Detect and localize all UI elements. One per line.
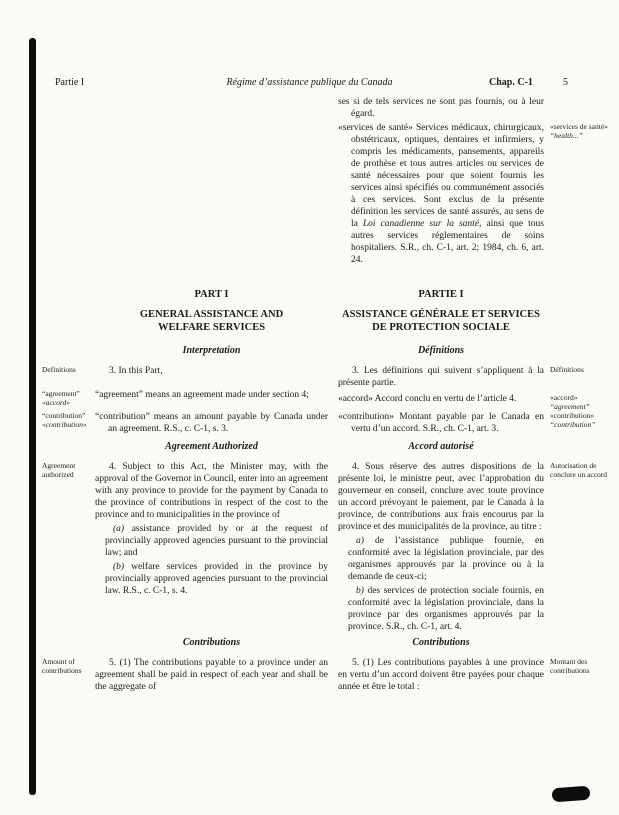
french-column-top xyxy=(338,96,544,268)
definition-agreement-text: “agreement” means an agreement made under section 4; xyxy=(95,390,309,400)
margin-note-definitions-en: Definitions xyxy=(42,365,76,374)
definition-contribution-fr xyxy=(338,411,544,437)
running-head-chapter: Chap. C-1 xyxy=(489,77,533,88)
margin-note-definitions-fr: Définitions xyxy=(550,365,584,374)
part-number-fr: PARTIE I xyxy=(418,289,464,300)
page-body xyxy=(42,96,608,693)
margin-alt-agreement: “agreement” xyxy=(550,402,590,411)
section-4-item-a-en xyxy=(105,523,328,559)
act-title-italic: Loi canadienne sur la santé xyxy=(362,219,480,229)
part-title-fr: ASSISTANCE GÉNÉRALE ET SERVICES DE PROTECTION SOCIALE xyxy=(342,309,540,333)
french-part-heading-block xyxy=(338,289,544,357)
french-continuation-paragraph: ses si de tels services ne sont pas fournis, ou à leur égard. xyxy=(338,97,544,119)
item-a-text-en: assistance provided by or at the request of provincially approved agencies pursuant to the provincial law; and xyxy=(105,524,328,558)
definition-contribution-text-en: “contribution” means an amount payable by Canada under an agreement. R.S., c. C-1, s. 3. xyxy=(95,412,328,434)
section-3-text-fr: 3. Les définitions qui suivent s’appliquent à la présente partie. xyxy=(338,366,544,388)
section-5-fr xyxy=(338,657,544,693)
margin-note-accord xyxy=(550,389,612,411)
margin-note-translation: “health...” xyxy=(550,131,583,140)
english-part-heading-block xyxy=(95,289,328,357)
definition-accord-fr xyxy=(338,389,544,407)
section-5-heading-fr-block xyxy=(338,637,544,649)
item-b-label-en: (b) xyxy=(113,562,125,572)
page-header xyxy=(0,76,619,90)
page-number: 5 xyxy=(563,77,568,88)
section-5-body-fr: 5. (1) Les contributions payables à une province en vertu d’un accord doivent être payées pour chaque année et être le total : xyxy=(338,658,544,692)
definition-contribution-text-fr: «contribution» Montant payable par le Canada en vertu d’un accord. S.R., ch. C-1, art. 3. xyxy=(338,412,544,434)
running-head-part: Partie I xyxy=(55,77,85,88)
margin-note-term: «services de santé» xyxy=(550,122,608,131)
margin-alt-contribution-en: «contribution» xyxy=(42,420,87,429)
row-section-4-headings xyxy=(42,441,608,453)
accord-autorise-heading: Accord autorisé xyxy=(408,441,474,452)
scan-artifact-left-bar xyxy=(29,38,36,795)
row-definition-agreement xyxy=(42,389,608,411)
health-definition-lead: «services de santé» Services médicaux, chirurgicaux, obstétricaux, optiques, dentaires et infirmiers, y compris les médicaments, pansements, appareils de prothèse et tous autres articles ou services de santé nécessaires pour que soient fournis les services ainsi spécifiés ou communément associés à ces services. Sont exclus de la présente définition les services de santé assurés, au sens de la xyxy=(338,123,544,229)
scan-artifact-bottom-right xyxy=(552,786,591,803)
section-4-fr xyxy=(338,461,544,633)
margin-alt-accord: «accord» xyxy=(42,398,71,407)
section-5-heading-en-block xyxy=(95,637,328,649)
item-b-text-fr: des services de protection sociale fournis, en conformité avec la législation provinciale, dans la province par des organismes approuvés par la province. S.R., ch. C-1, art. 4. xyxy=(348,586,544,632)
agreement-authorized-heading: Agreement Authorized xyxy=(165,441,258,452)
health-definition-tail: , ainsi que tous autres services réglementaires de soins hospitaliers. S.R., ch. C-1, art. 2; 1984, ch. 6, art. 24. xyxy=(351,219,544,265)
part-title-en: GENERAL ASSISTANCE AND WELFARE SERVICES xyxy=(139,309,284,333)
part-number-en: PART I xyxy=(194,289,229,300)
margin-note-agreement-authorized: Agreement authorized xyxy=(42,461,76,479)
margin-note-autorisation: Autorisation de conclure un accord xyxy=(550,461,608,479)
margin-note-contribution-en xyxy=(42,411,92,429)
row-definition-contribution xyxy=(42,411,608,437)
row-section-4 xyxy=(42,461,608,633)
section-4-heading-fr-block xyxy=(338,441,544,453)
item-b-text-en: welfare services provided in the province by provincially approved agencies pursuant to the provincial law. R.S., c. C-1, s. 4. xyxy=(105,562,328,596)
margin-note-montant-des-contributions: Montant des contributions xyxy=(550,657,590,675)
margin-alt-contribution-fr: “contribution” xyxy=(550,420,596,429)
margin-note-agreement xyxy=(42,389,92,407)
section-3-fr xyxy=(338,365,544,389)
row-section-3 xyxy=(42,365,608,389)
contributions-heading-en: Contributions xyxy=(182,637,241,648)
row-part-headings xyxy=(42,289,608,357)
margin-term-agreement: “agreement” xyxy=(42,389,80,398)
item-a-text-fr: de l’assistance publique fournie, en conformité avec la législation provinciale, par des organismes approuvés par la province ou à la demande de ceux-ci; xyxy=(348,536,544,582)
right-margin-column xyxy=(550,96,612,140)
margin-note-services-de-sante xyxy=(550,122,612,140)
item-b-label-fr: b) xyxy=(356,586,364,596)
margin-note-contribution-fr xyxy=(550,411,612,429)
definition-agreement-en xyxy=(95,389,328,403)
section-4-item-b-fr xyxy=(348,585,544,633)
margin-term-accord: «accord» xyxy=(550,393,578,402)
section-5-en xyxy=(95,657,328,693)
section-4-item-a-fr xyxy=(348,535,544,583)
margin-term-contribution-fr: «contribution» xyxy=(550,411,595,420)
section-4-en xyxy=(95,461,328,597)
section-3-text-en: 3. In this Part, xyxy=(109,366,163,376)
section-5-body-en: 5. (1) The contributions payable to a province under an agreement shall be paid in respect of each year and shall be the aggregate of xyxy=(95,658,328,692)
health-services-definition xyxy=(338,122,544,266)
row-section-5 xyxy=(42,657,608,693)
item-a-label-en: (a) xyxy=(113,524,125,534)
interpretation-heading: Interpretation xyxy=(182,345,241,356)
section-4-body-en: 4. Subject to this Act, the Minister may, with the approval of the Governor in Council, enter into an agreement with any province to provide for the payment by Canada to the province of contributions in respect of the cost to the province and to municipalities in the province of xyxy=(95,462,328,520)
section-4-item-b-en xyxy=(105,561,328,597)
item-a-label-fr: a) xyxy=(356,536,364,546)
section-4-body-fr: 4. Sous réserve des autres dispositions de la présente loi, le ministre peut, avec l’approbation du gouverneur en conseil, conclure avec toute province un accord prévoyant le paiement, par le Canada à la province, de contributions aux frais encourus par la province et des municipalités de la province, au titre : xyxy=(338,462,544,532)
section-4-heading-en-block xyxy=(95,441,328,453)
margin-note-amount-of-contributions: Amount of contributions xyxy=(42,657,82,675)
row-top-french xyxy=(42,96,608,268)
section-3-en xyxy=(95,365,328,377)
margin-term-contribution-en: “contribution” xyxy=(42,411,86,420)
row-section-5-headings xyxy=(42,637,608,649)
definitions-heading-fr: Définitions xyxy=(417,345,465,356)
contributions-heading-fr: Contributions xyxy=(412,637,470,648)
definition-accord-text: «accord» Accord conclu en vertu de l’article 4. xyxy=(338,394,517,404)
definition-contribution-en xyxy=(95,411,328,437)
running-head-title: Régime d’assistance publique du Canada xyxy=(226,77,393,88)
